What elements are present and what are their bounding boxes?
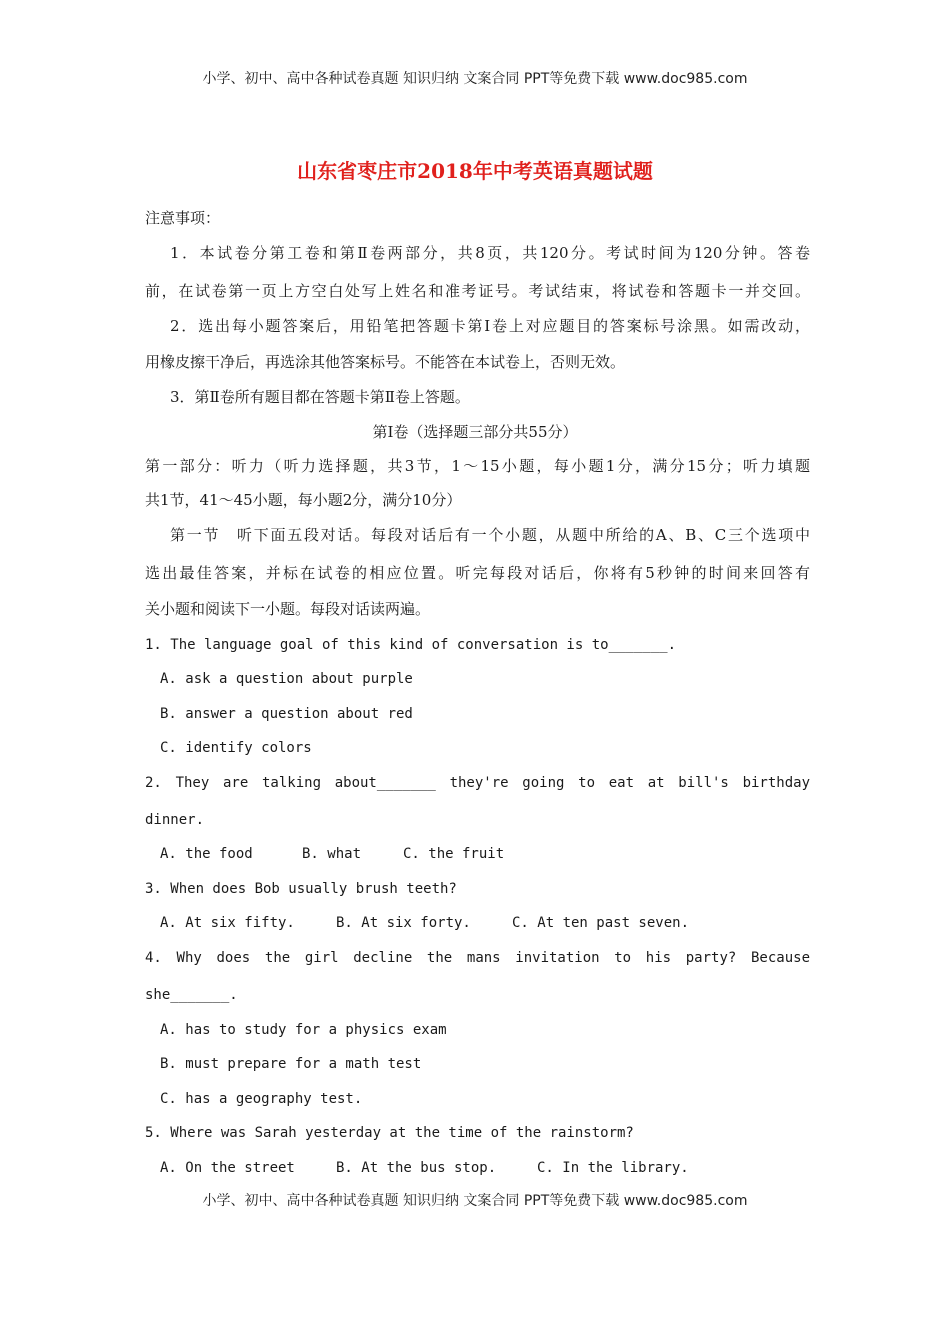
header-banner: 小学、初中、高中各种试卷真题 知识归纳 文案合同 PPT等免费下载 www.doc985.com xyxy=(202,71,748,87)
question-2-option-b: B. what xyxy=(302,846,362,862)
notice-item-1-line-2: 前，在试卷第一页上方空白处写上姓名和准考证号。考试结束，将试卷和答题卡一并交回。 xyxy=(145,282,810,300)
section1-instruction-line-2: 选出最佳答案，并标在试卷的相应位置。听完每段对话后，你将有5秒钟的时间来回答有 xyxy=(145,564,810,582)
question-4-stem-line-1: 4. Why does the girl decline the mans invitation to his party? Because xyxy=(145,950,810,966)
question-1-option-a: A. ask a question about purple xyxy=(160,671,413,687)
section1-instruction-line-1: 第一节 听下面五段对话。每段对话后有一个小题，从题中所给的A、B、C三个选项中 xyxy=(170,526,810,544)
notice-item-2-line-1: 2．选出每小题答案后，用铅笔把答题卡第Ⅰ卷上对应题目的答案标号涂黑。如需改动， xyxy=(170,317,810,335)
question-1-option-b: B. answer a question about red xyxy=(160,706,413,722)
question-2-stem-line-1: 2. They are talking about_______ they're going to eat at bill's birthday xyxy=(145,775,810,791)
footer-banner: 小学、初中、高中各种试卷真题 知识归纳 文案合同 PPT等免费下载 www.doc985.com xyxy=(202,1193,748,1209)
section1-instruction-line-3: 关小题和阅读下一小题。每段对话读两遍。 xyxy=(145,600,431,618)
part1-description-line-1: 第一部分：听力（听力选择题，共3节，1～15小题，每小题1分，满分15分；听力填题 xyxy=(145,457,810,475)
question-3-option-c: C. At ten past seven. xyxy=(512,915,690,931)
notice-heading: 注意事项： xyxy=(145,209,221,227)
question-4-option-b: B. must prepare for a math test xyxy=(160,1056,422,1072)
question-2-stem-line-2: dinner. xyxy=(145,812,205,828)
question-5-option-b: B. At the bus stop. xyxy=(336,1160,497,1176)
question-3-stem: 3. When does Bob usually brush teeth? xyxy=(145,881,457,897)
question-4-stem-line-2: she_______. xyxy=(145,987,238,1003)
question-2-option-a: A. the food xyxy=(160,846,253,862)
question-2-option-c: C. the fruit xyxy=(403,846,505,862)
notice-item-1-line-1: 1．本试卷分第工卷和第Ⅱ卷两部分，共8页，共120分。考试时间为120分钟。答卷 xyxy=(170,244,810,262)
volume-heading: 第Ⅰ卷（选择题三部分共55分） xyxy=(372,423,578,441)
question-3-option-a: A. At six fifty. xyxy=(160,915,295,931)
page-title: 山东省枣庄市2018年中考英语真题试题 xyxy=(297,159,653,183)
question-3-option-b: B. At six forty. xyxy=(336,915,471,931)
question-4-option-c: C. has a geography test. xyxy=(160,1091,363,1107)
notice-item-2-line-2: 用橡皮擦干净后，再选涂其他答案标号。不能答在本试卷上，否则无效。 xyxy=(145,353,626,371)
question-4-option-a: A. has to study for a physics exam xyxy=(160,1022,447,1038)
part1-description-line-2: 共1节，41～45小题，每小题2分，满分10分） xyxy=(145,491,462,509)
question-1-option-c: C. identify colors xyxy=(160,740,312,756)
question-5-stem: 5. Where was Sarah yesterday at the time of the rainstorm? xyxy=(145,1125,634,1141)
question-1-stem: 1. The language goal of this kind of conversation is to_______. xyxy=(145,637,677,653)
question-5-option-c: C. In the library. xyxy=(537,1160,689,1176)
question-5-option-a: A. On the street xyxy=(160,1160,295,1176)
notice-item-3: 3．第Ⅱ卷所有题目都在答题卡第Ⅱ卷上答题。 xyxy=(170,388,470,406)
